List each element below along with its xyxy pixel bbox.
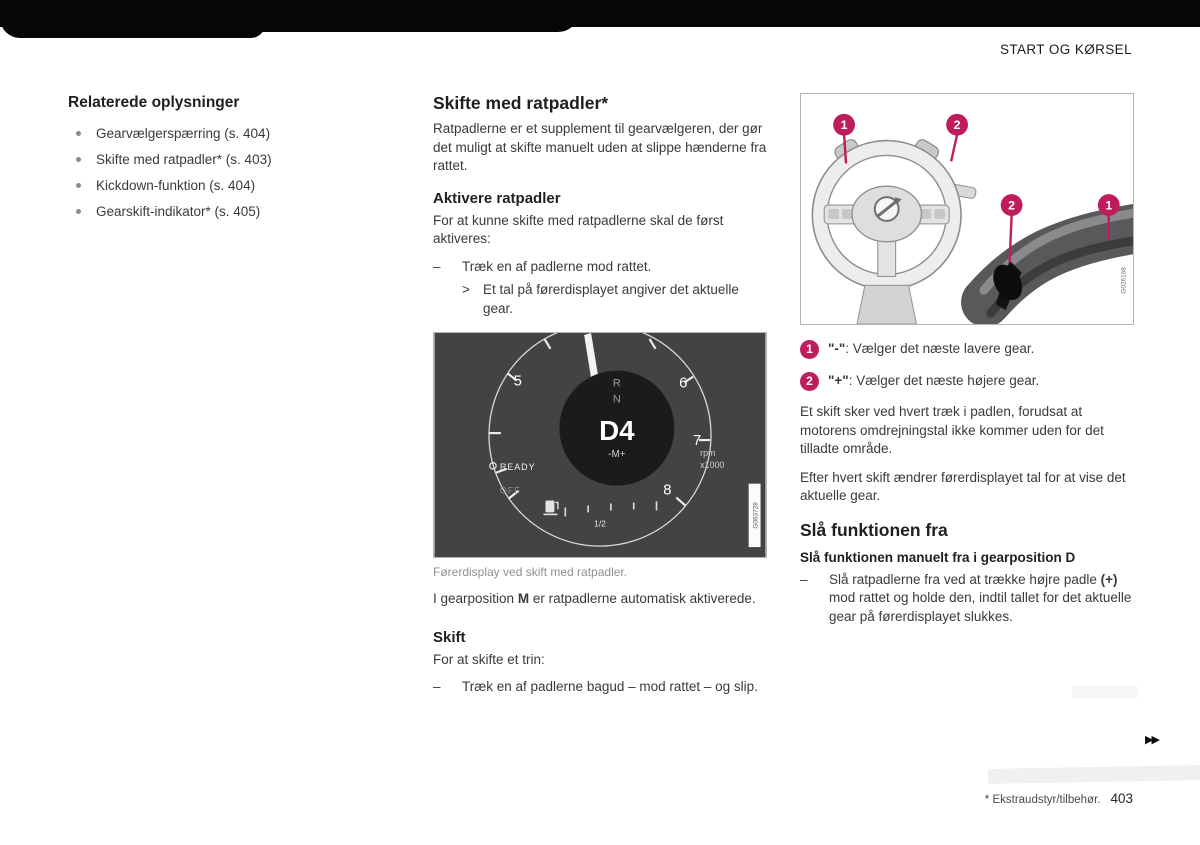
list-item-step (433, 678, 767, 697)
callout-2-badge (800, 372, 819, 391)
figure-caption: Førerdisplay ved skift med ratpadler. (433, 565, 628, 579)
callout-number: 1 (1105, 198, 1113, 213)
article-column (433, 93, 767, 702)
dash-marker: – (433, 679, 441, 694)
page-number: 403 (1110, 791, 1133, 806)
callout-bold: "+" (828, 373, 849, 388)
related-links-column (68, 93, 378, 225)
list-item-step (800, 571, 1134, 627)
step-text (829, 571, 1134, 627)
gear-n-label: N (612, 393, 621, 406)
step-text: Træk en af padlerne mod rattet. (462, 258, 652, 274)
scan-artifact-left (0, 0, 265, 38)
tach-number: 6 (679, 375, 688, 392)
related-title: Relaterede oplysninger (68, 94, 240, 111)
callout-1-badge (800, 340, 819, 359)
related-item (68, 121, 378, 147)
step-bold: (+) (1100, 571, 1118, 587)
gearpos-bold: M (517, 591, 530, 606)
figure-code: G063728 (752, 502, 760, 529)
callout-text (828, 339, 1034, 358)
fuel-level-label: 1/2 (594, 518, 606, 529)
tach-number: 5 (513, 373, 522, 390)
paddles-paragraph-1: Et skift sker ved hvert træk i padlen, forudsat at motorens omdrejningstal ikke kommer uden for det tilladte område. (800, 404, 1104, 456)
paddles-column (800, 93, 1134, 631)
manual-mode-label: -M+ (608, 448, 626, 460)
activate-heading: Aktivere ratpadler (433, 189, 561, 207)
fuel-pump-icon (545, 501, 554, 513)
callout-number: 1 (806, 342, 813, 356)
related-item-label: Gearskift-indikator* (s. 405) (96, 204, 261, 219)
callout-rest: : Vælger det næste højere gear. (848, 373, 1040, 388)
current-gear-label: D4 (599, 415, 635, 447)
shift-heading: Skift (433, 628, 466, 646)
figure-code: G026168 (1120, 267, 1128, 294)
callout-number: 2 (806, 374, 813, 388)
tach-number: 7 (692, 433, 702, 449)
rpm-label: rpm (700, 447, 716, 458)
related-item-label: Skifte med ratpadler* (s. 403) (96, 152, 272, 167)
dash-marker: – (800, 571, 808, 587)
steering-column (857, 285, 916, 324)
gearpos-pre: I gearposition (433, 591, 518, 606)
scan-artifact-mid (230, 0, 580, 32)
list-item-step (433, 258, 767, 277)
driver-display-figure (433, 332, 767, 558)
callout-rest: : Vælger det næste lavere gear. (845, 341, 1035, 356)
related-item (68, 173, 378, 199)
callout-bold: "-" (828, 341, 846, 356)
step-text: Træk en af padlerne bagud – mod rattet – og slip. (462, 679, 758, 694)
gearpos-post: er ratpadlerne automatisk aktiverede. (529, 591, 756, 606)
ready-label: READY (499, 461, 536, 472)
shift-lead: For at skifte et trin: (433, 651, 545, 667)
deactivate-subheading: Slå funktionen manuelt fra i gearposition D (800, 549, 1076, 565)
scan-artifact-small (1072, 686, 1138, 698)
callout-text (828, 371, 1039, 390)
scan-artifact-bottom (988, 765, 1200, 784)
deactivate-heading: Slå funktionen fra (800, 519, 948, 540)
article-title: Skifte med ratpadler* (433, 93, 609, 113)
callout-legend-item (800, 371, 1134, 391)
list-item-result (462, 281, 767, 318)
off-label: OFF (499, 485, 521, 496)
callout-legend-item (800, 339, 1134, 359)
related-item (68, 147, 378, 173)
result-text: Et tal på førerdisplayet angiver det aktuelle gear. (483, 282, 739, 316)
article-intro: Ratpadlerne er et supplement til gearvælgeren, der gør det muligt at skifte manuelt uden at slippe hænderne fra rattet. (433, 121, 767, 173)
callout-number: 2 (1008, 198, 1016, 213)
section-header: START OG KØRSEL (999, 42, 1132, 57)
callout-number: 1 (840, 118, 848, 133)
steering-wheel-figure (800, 93, 1134, 325)
dash-marker: – (433, 258, 441, 274)
tach-number: 8 (663, 482, 672, 499)
related-item-label: Kickdown-funktion (s. 404) (96, 178, 256, 193)
related-list (68, 121, 378, 225)
related-item (68, 199, 378, 225)
footnote: * Ekstraudstyr/tilbehør. (984, 794, 1101, 806)
step-post: mod rattet og holde den, indtil tallet for det aktuelle gear på førerdisplayet slukkes. (829, 590, 1132, 624)
rpm-scale-label: x1000 (700, 459, 725, 470)
paddles-paragraph-2: Efter hvert skift ændrer førerdisplayet tal for at vise det aktuelle gear. (800, 469, 1126, 503)
gearpos-paragraph (433, 590, 767, 609)
step-pre: Slå ratpadlerne fra ved at trække højre padle (829, 571, 1101, 587)
activate-lead: For at kunne skifte med ratpadlerne skal de først aktiveres: (433, 212, 724, 246)
callout-number: 2 (953, 118, 961, 133)
result-marker: > (462, 282, 470, 297)
page-footer (985, 791, 1133, 806)
related-item-label: Gearvælgerspærring (s. 404) (96, 126, 271, 141)
next-page-icon: ▶▶ (1145, 734, 1158, 746)
gear-r-label: R (612, 377, 621, 390)
